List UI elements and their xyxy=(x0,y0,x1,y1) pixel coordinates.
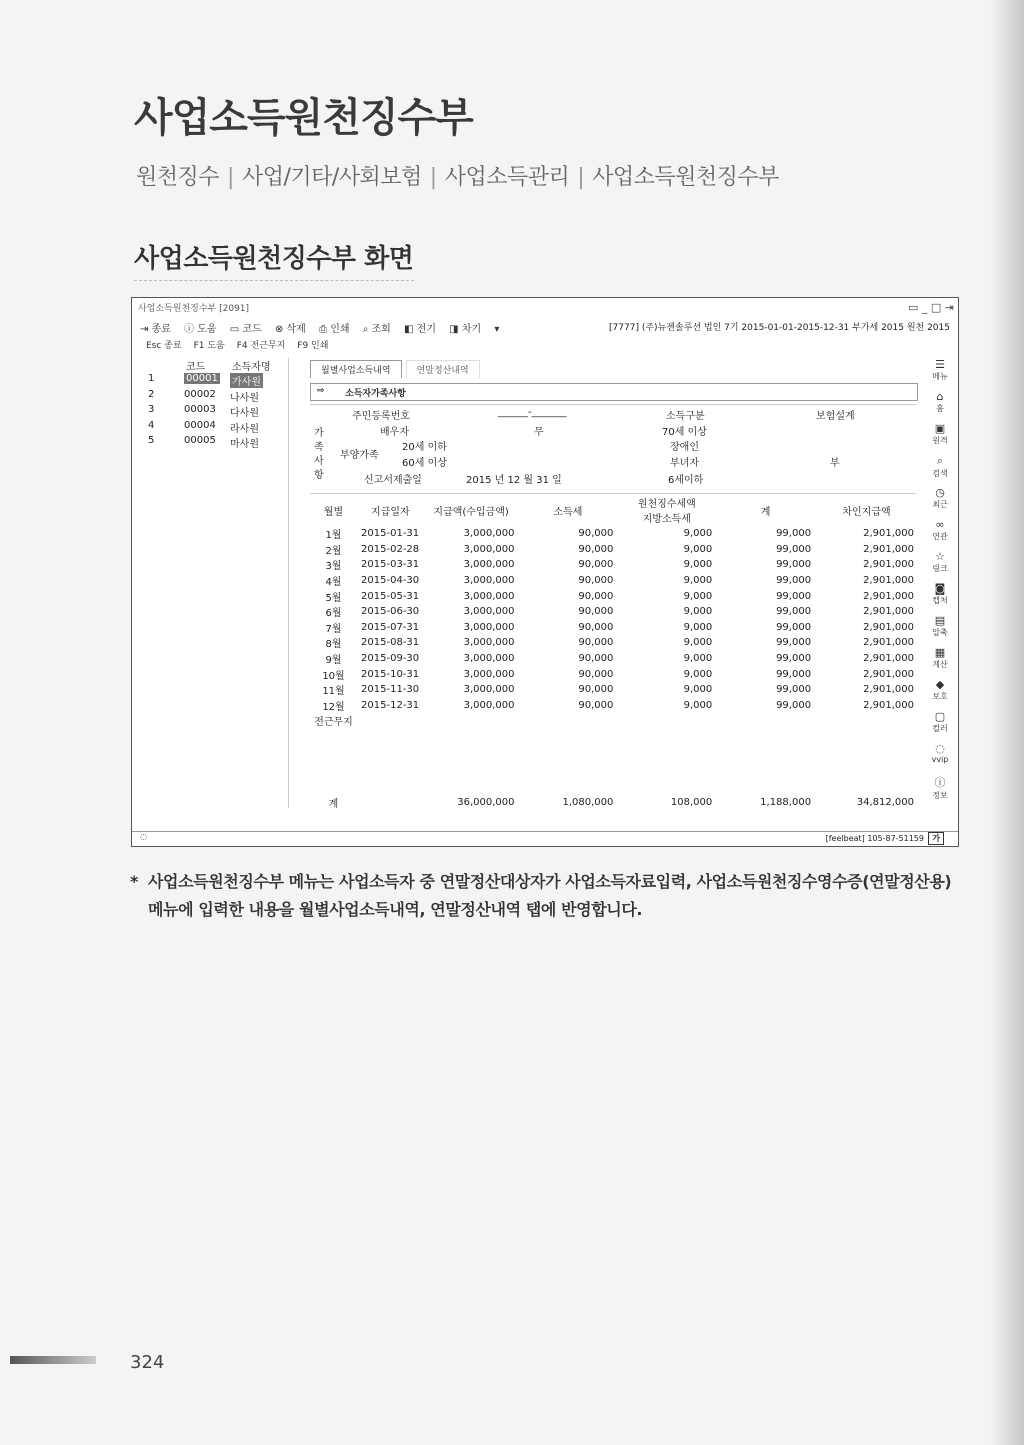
table-cell xyxy=(424,729,519,745)
more-icon[interactable]: ▾ xyxy=(494,324,500,335)
table-cell xyxy=(716,760,815,776)
delete-button-label: 삭제 xyxy=(286,324,306,335)
table-cell xyxy=(424,776,519,792)
section-title: 사업소득원천징수부 화면 xyxy=(134,244,414,274)
sidebar-item[interactable] xyxy=(926,518,954,550)
table-cell: 99,000 xyxy=(776,668,812,680)
dependents-label: 부양가족 xyxy=(340,450,379,461)
family-section xyxy=(310,404,916,494)
table-total-row xyxy=(310,791,918,813)
hotkey[interactable]: Esc 종료 xyxy=(146,341,182,351)
employee-name: 가사원 xyxy=(230,373,263,388)
employee-name: 나사원 xyxy=(230,392,259,404)
code-button[interactable]: ▭ 코드 xyxy=(229,324,262,335)
table-cell xyxy=(519,729,618,745)
table-cell: 90,000 xyxy=(578,699,614,711)
table-cell: 전근무지 xyxy=(314,717,353,729)
table-cell xyxy=(357,729,424,745)
table-cell: 90,000 xyxy=(578,668,614,680)
table-cell: 2월 xyxy=(325,545,342,557)
table-cell: 9,000 xyxy=(683,621,713,633)
breadcrumb: 원천징수 | 사업/기타/사회보험 | 사업소득관리 | 사업소득원천징수부 xyxy=(136,165,779,190)
table-cell: 99,000 xyxy=(776,699,812,711)
column-header: 소득자명 xyxy=(232,362,271,373)
table-cell xyxy=(357,791,424,813)
employee-code: 00002 xyxy=(184,388,216,400)
table-cell: 6월 xyxy=(325,608,342,620)
sidebar-item[interactable] xyxy=(926,550,954,582)
table-row[interactable] xyxy=(310,620,918,636)
table-row[interactable] xyxy=(310,526,918,542)
insurance-value[interactable]: 부 xyxy=(830,458,840,469)
sidebar-icon: ▢ xyxy=(934,710,946,723)
table-cell: 5월 xyxy=(325,592,342,604)
table-cell: 90,000 xyxy=(578,575,614,587)
tab-bar xyxy=(310,360,484,378)
sidebar-icon: ◌ xyxy=(935,742,945,755)
table-cell: 11월 xyxy=(322,686,345,698)
table-cell: 2,901,000 xyxy=(863,668,914,680)
table-cell: 2015-04-30 xyxy=(361,575,420,587)
table-cell: 9,000 xyxy=(683,528,713,540)
table-cell: 2015-03-31 xyxy=(361,559,420,571)
footnote xyxy=(132,868,962,924)
table-cell: 9월 xyxy=(325,655,342,667)
print-button-label: 인쇄 xyxy=(330,324,350,335)
table-row-empty xyxy=(310,744,918,760)
hotkey-bar xyxy=(146,338,340,351)
table-row[interactable] xyxy=(310,557,918,573)
close-button-label: 종료 xyxy=(151,324,171,335)
table-cell: 2,901,000 xyxy=(863,637,914,649)
table-cell xyxy=(357,776,424,792)
table-cell: 2,901,000 xyxy=(863,621,914,633)
table-cell: 2,901,000 xyxy=(863,559,914,571)
table-cell: 2015-05-31 xyxy=(361,590,420,602)
table-cell: 9,000 xyxy=(683,559,713,571)
table-cell: 3,000,000 xyxy=(463,590,515,602)
table-row[interactable] xyxy=(310,713,918,729)
table-cell: 99,000 xyxy=(776,606,812,618)
column-header-label: 소득세 xyxy=(553,506,583,518)
employee-name: 마사원 xyxy=(230,439,259,450)
tab-year-end[interactable]: 연말정산내역 xyxy=(406,360,480,378)
table-cell: 3,000,000 xyxy=(463,653,515,665)
hotkey[interactable]: F1 도움 xyxy=(193,341,225,351)
table-cell xyxy=(519,744,618,760)
table-row-empty xyxy=(310,729,918,745)
sidebar-label: 검색 xyxy=(932,469,948,478)
employee-code: 00003 xyxy=(184,404,216,415)
table-cell: 99,000 xyxy=(776,590,812,602)
table-cell: 90,000 xyxy=(578,528,614,540)
table-cell xyxy=(519,760,618,776)
help-button-label: 도움 xyxy=(197,324,217,335)
under6-label: 6세이하 xyxy=(668,475,704,486)
prev-button-label: 전기 xyxy=(416,324,436,335)
monthly-income-table xyxy=(310,494,918,813)
table-cell: 3,000,000 xyxy=(463,606,515,618)
sidebar-icon: ▦ xyxy=(934,646,946,659)
table-cell xyxy=(617,729,716,745)
print-button[interactable]: ⎙ 인쇄 xyxy=(319,324,350,335)
row-number: 4 xyxy=(148,419,155,431)
column-header: 지급액(수입금액) xyxy=(433,506,509,518)
sidebar-item[interactable] xyxy=(926,646,954,678)
table-cell xyxy=(519,713,618,729)
table-row[interactable] xyxy=(310,666,918,682)
sidebar-label: 메뉴 xyxy=(932,372,948,381)
search-button[interactable]: ⌕ 조회 xyxy=(362,324,391,335)
table-row[interactable] xyxy=(310,542,918,558)
footnote-line: 메뉴에 입력한 내용을 월별사업소득내역, 연말정산내역 탭에 반영합니다. xyxy=(148,900,643,919)
employee-list-header xyxy=(140,358,288,373)
table-row[interactable] xyxy=(310,635,918,651)
column-header xyxy=(519,494,618,526)
table-cell xyxy=(310,760,357,776)
sidebar-item[interactable] xyxy=(926,742,954,774)
sidebar-label: 컬러 xyxy=(932,724,948,733)
status-icon: ◌ xyxy=(140,832,147,841)
company-info: [7777] (주)뉴젠솔루션 법인 7기 2015-01-01-2015-12-31 부가세 2015 원천 2015 xyxy=(609,323,950,333)
rrn-label: 주민등록번호 xyxy=(352,411,410,422)
tab-monthly-income[interactable]: 월별사업소득내역 xyxy=(310,360,402,378)
table-cell: 108,000 xyxy=(670,796,713,808)
breadcrumb-item: 사업소득관리 xyxy=(444,165,570,190)
sidebar-icon: ⌂ xyxy=(936,390,944,403)
code-button-label: 코드 xyxy=(242,324,262,335)
sidebar-item[interactable] xyxy=(926,390,954,422)
table-cell xyxy=(617,713,716,729)
table-cell xyxy=(357,744,424,760)
table-cell: 99,000 xyxy=(776,684,812,696)
table-cell: 12월 xyxy=(322,701,345,713)
breadcrumb-item: 원천징수 xyxy=(136,165,220,190)
table-cell xyxy=(310,729,357,745)
breadcrumb-item: 사업소득원천징수부 xyxy=(592,165,779,190)
sidebar-label: vvip xyxy=(931,755,949,764)
sidebar-label: 압축 xyxy=(932,628,948,637)
table-cell: 9,000 xyxy=(683,590,713,602)
right-sidebar xyxy=(926,358,954,806)
column-header: 월별 xyxy=(323,506,344,518)
table-cell: 90,000 xyxy=(578,684,614,696)
table-row[interactable] xyxy=(310,651,918,667)
table-cell: 3,000,000 xyxy=(463,684,515,696)
sidebar-icon: ◷ xyxy=(935,486,945,499)
sidebar-icon: ∞ xyxy=(935,518,945,531)
family-info-label: 소득자가족사항 xyxy=(345,389,406,399)
list-item[interactable] xyxy=(140,404,288,420)
delete-button[interactable]: ⊗ 삭제 xyxy=(274,324,306,335)
list-item[interactable] xyxy=(140,389,288,405)
disabled-label: 장애인 xyxy=(670,442,699,453)
row-number: 2 xyxy=(148,388,155,400)
table-cell xyxy=(815,760,918,776)
table-cell xyxy=(716,713,815,729)
table-cell: 9,000 xyxy=(683,668,713,680)
column-header: 코드 xyxy=(186,362,206,373)
row-number: 5 xyxy=(148,435,155,446)
window-title: 사업소득원천징수부 [2091] xyxy=(138,304,250,314)
table-cell: 3,000,000 xyxy=(463,559,515,571)
sidebar-item[interactable] xyxy=(926,678,954,710)
table-cell: 1,188,000 xyxy=(760,796,812,808)
table-cell xyxy=(519,776,618,792)
sidebar-label: 계산 xyxy=(932,660,948,669)
spouse-label: 배우자 xyxy=(380,427,409,438)
column-header: 차인지급액 xyxy=(842,506,891,518)
table-cell: 9,000 xyxy=(683,543,713,555)
income-type-label: 소득구분 xyxy=(666,411,705,422)
sidebar-icon: ◆ xyxy=(935,678,945,691)
table-cell: 3,000,000 xyxy=(463,699,515,711)
table-cell: 7월 xyxy=(325,623,342,635)
table-cell: 99,000 xyxy=(776,637,812,649)
table-cell: 90,000 xyxy=(578,543,614,555)
table-cell xyxy=(716,744,815,760)
table-cell: 8월 xyxy=(325,639,342,651)
sidebar-label: 원격 xyxy=(932,436,948,445)
table-cell: 2015-09-30 xyxy=(361,653,420,665)
status-bar xyxy=(132,831,958,846)
window-controls[interactable]: ▭ _ □ ⇥ xyxy=(908,301,954,314)
arrow-icon: ⇨ xyxy=(317,386,325,396)
table-row[interactable] xyxy=(310,682,918,698)
table-cell: 2,901,000 xyxy=(863,543,914,555)
page-edge-shadow xyxy=(990,0,1024,1445)
table-cell: 3,000,000 xyxy=(463,621,515,633)
footnote-line: 사업소득원천징수부 메뉴는 사업소득자 중 연말정산대상자가 사업소득자료입력, 사업소득원천징수영수증(연말정산용) xyxy=(148,872,952,891)
list-item[interactable] xyxy=(140,420,288,436)
table-cell xyxy=(617,760,716,776)
employee-list xyxy=(140,358,289,808)
help-button[interactable]: ⓘ 도움 xyxy=(184,324,217,335)
sidebar-item[interactable] xyxy=(926,486,954,518)
table-cell xyxy=(310,776,357,792)
table-cell: 90,000 xyxy=(578,606,614,618)
sidebar-icon: ☰ xyxy=(935,358,945,371)
table-row[interactable] xyxy=(310,698,918,714)
input-mode-badge[interactable]: 가 xyxy=(928,832,944,845)
table-cell xyxy=(815,744,918,760)
page-number: 324 xyxy=(130,1352,165,1373)
sidebar-icon: ⌕ xyxy=(936,454,944,467)
sidebar-item[interactable] xyxy=(926,774,954,806)
table-cell xyxy=(310,744,357,760)
table-cell: 99,000 xyxy=(776,559,812,571)
sidebar-item[interactable] xyxy=(926,454,954,486)
table-cell: 90,000 xyxy=(578,653,614,665)
table-cell xyxy=(617,776,716,792)
column-header: 계 xyxy=(760,506,771,518)
table-cell: 3,000,000 xyxy=(463,543,515,555)
table-cell: 2015-01-31 xyxy=(361,528,420,540)
employee-name: 라사원 xyxy=(230,423,259,435)
sidebar-label: 최근 xyxy=(932,500,948,509)
page-title: 사업소득원천징수부 xyxy=(134,95,473,141)
sidebar-icon: ☆ xyxy=(935,550,945,563)
insurance-label: 보험설계 xyxy=(816,411,855,422)
close-button[interactable]: ⇥ 종료 xyxy=(140,324,171,335)
employee-code: 00001 xyxy=(186,373,218,384)
table-cell: 2,901,000 xyxy=(863,699,914,711)
sidebar-item[interactable] xyxy=(926,582,954,614)
row-number: 3 xyxy=(148,404,155,415)
sidebar-icon: ▣ xyxy=(934,422,946,435)
table-cell: 34,812,000 xyxy=(856,796,914,808)
table-cell: 9,000 xyxy=(683,653,713,665)
table-cell: 99,000 xyxy=(776,653,812,665)
app-window xyxy=(131,297,959,847)
sidebar-item[interactable] xyxy=(926,614,954,646)
next-button[interactable]: ◨ 차기 xyxy=(449,324,482,335)
over70-label: 70세 이상 xyxy=(662,427,707,438)
table-cell: 2,901,000 xyxy=(863,590,914,602)
table-cell xyxy=(815,713,918,729)
sidebar-icon: ◙ xyxy=(934,582,946,595)
table-cell: 9,000 xyxy=(683,699,713,711)
table-cell: 2015-06-30 xyxy=(361,606,420,618)
table-cell: 2015-10-31 xyxy=(361,668,420,680)
rrn-field[interactable]: ______-_______ xyxy=(498,407,567,418)
table-cell: 90,000 xyxy=(578,559,614,571)
sidebar-label: 링크 xyxy=(932,564,948,573)
table-cell xyxy=(357,713,424,729)
table-cell: 99,000 xyxy=(776,621,812,633)
table-cell: 3월 xyxy=(325,561,342,573)
table-cell: 2015-12-31 xyxy=(361,699,420,711)
table-cell: 90,000 xyxy=(578,637,614,649)
table-cell: 2,901,000 xyxy=(863,528,914,540)
column-header xyxy=(617,494,716,526)
table-cell xyxy=(617,744,716,760)
table-cell: 9,000 xyxy=(683,606,713,618)
sidebar-item[interactable] xyxy=(926,710,954,742)
report-date-field[interactable]: 2015 년 12 월 31 일 xyxy=(466,475,562,486)
table-cell: 3,000,000 xyxy=(463,528,515,540)
next-button-label: 차기 xyxy=(461,324,482,335)
table-cell: 99,000 xyxy=(776,528,812,540)
table-cell: 10월 xyxy=(322,670,345,682)
footnote-marker: * xyxy=(130,872,138,891)
column-header: 지급일자 xyxy=(371,506,410,518)
sidebar-label: 홈 xyxy=(936,404,944,413)
table-cell: 90,000 xyxy=(578,590,614,602)
table-row[interactable] xyxy=(310,604,918,620)
sidebar-label: 보호 xyxy=(932,692,948,701)
table-cell xyxy=(424,713,519,729)
list-item[interactable] xyxy=(140,435,288,451)
table-row[interactable] xyxy=(310,588,918,604)
table-cell: 3,000,000 xyxy=(463,637,515,649)
table-cell: 2015-11-30 xyxy=(361,684,420,696)
business-number: [feelbeat] 105-87-51159 xyxy=(825,834,924,843)
sidebar-icon: ▤ xyxy=(934,614,946,627)
table-cell: 1,080,000 xyxy=(562,796,614,808)
sidebar-label: 캡처 xyxy=(932,596,948,605)
table-cell: 99,000 xyxy=(776,575,812,587)
female-label: 부녀자 xyxy=(670,458,699,469)
sidebar-icon: ⓘ xyxy=(934,776,946,789)
table-cell: 2,901,000 xyxy=(863,684,914,696)
table-cell xyxy=(716,729,815,745)
table-row-empty xyxy=(310,776,918,792)
page-number-bar xyxy=(10,1356,96,1364)
list-item[interactable] xyxy=(140,373,288,389)
report-date-label: 신고서제출일 xyxy=(364,475,422,486)
column-header-group: 원천징수세액 xyxy=(637,499,696,510)
employee-code: 00005 xyxy=(184,435,216,446)
table-cell: 99,000 xyxy=(776,543,812,555)
column-header-label: 지방소득세 xyxy=(642,514,691,525)
table-cell: 2,901,000 xyxy=(863,606,914,618)
sidebar-item[interactable] xyxy=(926,422,954,454)
over60-label: 60세 이상 xyxy=(402,458,447,469)
under20-label: 20세 이하 xyxy=(402,442,447,453)
table-cell: 4월 xyxy=(325,577,342,589)
table-cell: 36,000,000 xyxy=(457,796,515,808)
employee-name: 다사원 xyxy=(230,408,259,419)
sidebar-label: 연관 xyxy=(932,532,948,541)
section-divider xyxy=(134,280,414,281)
hotkey[interactable]: F9 인쇄 xyxy=(297,341,329,351)
spouse-value[interactable]: 무 xyxy=(534,427,544,438)
table-cell xyxy=(424,744,519,760)
table-cell: 2015-08-31 xyxy=(361,637,420,649)
table-cell xyxy=(815,776,918,792)
toolbar xyxy=(140,320,950,336)
table-cell: 1월 xyxy=(325,530,342,542)
table-cell: 9,000 xyxy=(683,684,713,696)
prev-button[interactable]: ◧ 전기 xyxy=(404,324,436,335)
table-row-empty xyxy=(310,760,918,776)
breadcrumb-item: 사업/기타/사회보험 xyxy=(241,165,422,190)
search-button-label: 조회 xyxy=(371,324,391,335)
table-cell: 2015-07-31 xyxy=(361,621,420,633)
sidebar-label: 정보 xyxy=(932,791,948,800)
sidebar-item[interactable] xyxy=(926,358,954,390)
table-cell: 3,000,000 xyxy=(463,575,515,587)
table-cell: 3,000,000 xyxy=(463,668,515,680)
table-cell: 90,000 xyxy=(578,621,614,633)
table-cell xyxy=(815,729,918,745)
table-cell xyxy=(357,760,424,776)
table-cell: 2,901,000 xyxy=(863,575,914,587)
table-cell: 9,000 xyxy=(683,575,713,587)
table-cell xyxy=(424,760,519,776)
family-side-label: 가족사항 xyxy=(314,428,324,481)
employee-code: 00004 xyxy=(184,419,216,431)
hotkey[interactable]: F4 전근무지 xyxy=(236,341,286,351)
table-cell: 2,901,000 xyxy=(863,653,914,665)
table-cell xyxy=(716,776,815,792)
family-info-bar[interactable] xyxy=(310,383,918,401)
table-cell: 2015-02-28 xyxy=(361,543,420,555)
table-cell: 계 xyxy=(328,798,339,810)
table-body xyxy=(310,526,918,813)
table-cell: 9,000 xyxy=(683,637,713,649)
row-number: 1 xyxy=(148,373,155,384)
table-row[interactable] xyxy=(310,573,918,589)
